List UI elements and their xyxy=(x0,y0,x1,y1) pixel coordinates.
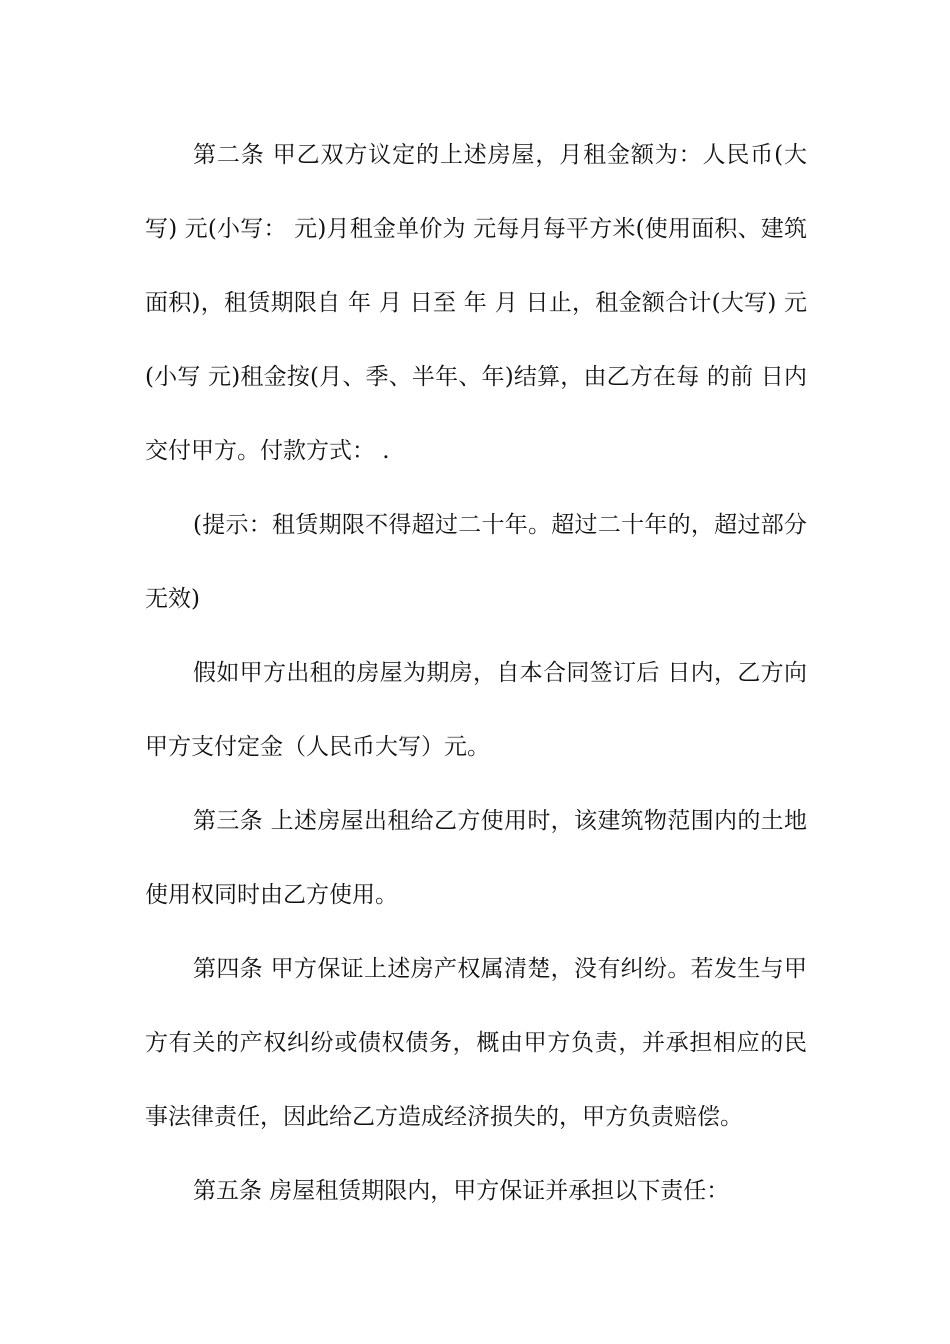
paragraph-article-5-responsibilities: 第五条 房屋租赁期限内，甲方保证并承担以下责任： xyxy=(193,1178,730,1204)
paragraph-article-2-rent: 第二条 甲乙双方议定的上述房屋，月租金额为：人民币(大写) 元(小写： 元)月租金单价为 元每月每平方米(使用面积、建筑面积)，租赁期限自 年 月 日至 年 月 日止，租金额合计(大写) 元(小写 元)租金按(月、季、半年、年)结算，由乙方在每 的前 日内交付甲方。付款方式： . xyxy=(145,142,807,464)
paragraph-lease-term-note: (提示：租赁期限不得超过二十年。超过二十年的，超过部分无效) xyxy=(145,512,807,612)
paragraph-deposit: 假如甲方出租的房屋为期房，自本合同签订后 日内，乙方向甲方支付定金（人民币大写）元。 xyxy=(145,660,807,760)
paragraph-article-3-land-use: 第三条 上述房屋出租给乙方使用时，该建筑物范围内的土地使用权同时由乙方使用。 xyxy=(145,808,807,908)
paragraph-article-4-ownership: 第四条 甲方保证上述房产权属清楚，没有纠纷。若发生与甲方有关的产权纠纷或债权债务，概由甲方负责，并承担相应的民事法律责任，因此给乙方造成经济损失的，甲方负责赔偿。 xyxy=(145,956,807,1130)
document-body xyxy=(145,118,807,1228)
